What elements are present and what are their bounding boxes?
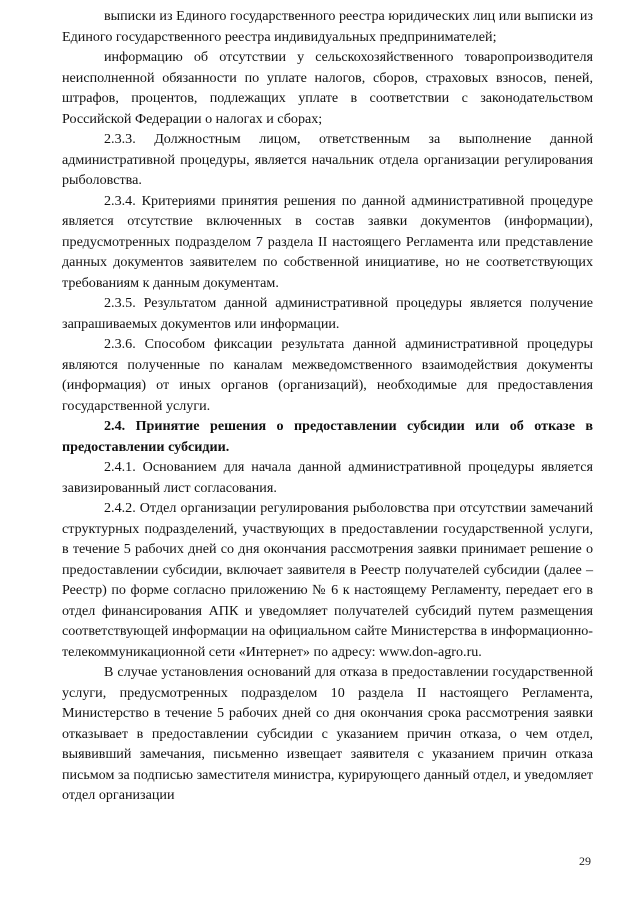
document-page xyxy=(62,6,593,806)
paragraph-2-3-4: 2.3.4. Критериями принятия решения по данной административной процедуре является отсутствие включенных в состав заявки документов (информации), предусмотренных подразделом 7 раздела II настоящего Регламента или представление данных документов заявителем по собственной инициативе, но не соответствующих требованиям к данным документам. xyxy=(62,192,593,291)
paragraph-egrul-extract: выписки из Единого государственного реестра юридических лиц или выписки из Единого государственного реестра индивидуальных предпринимателей; xyxy=(62,8,593,45)
section-heading-2-4: 2.4. Принятие решения о предоставлении субсидии или об отказе в предоставлении субсидии. xyxy=(62,418,593,455)
paragraph-2-4-2: 2.4.2. Отдел организации регулирования рыболовства при отсутствии замечаний структурных подразделений, участвующих в предоставлении государственной услуги, в течение 5 рабочих дней со дня окончания рассмотрения заявки принимает решение о предоставлении субсидии, включает заявителя в Реестр получателей субсидии (далее – Реестр) по форме согласно приложению № 6 к настоящему Регламенту, передает его в отдел финансирования АПК и уведомляет получателей субсидий путем размещения соответствующей информации на официальном сайте Министерства в информационно-телекоммуникационной сети «Интернет» по адресу: www.don-agro.ru. xyxy=(62,500,593,660)
paragraph-refusal-case: В случае установления оснований для отказа в предоставлении государственной услуги, предусмотренных подразделом 10 раздела II настоящего Регламента, Министерство в течение 5 рабочих дней со дня окончания срока рассмотрения заявки отказывает в предоставлении субсидии с указанием причин отказа, о чем отдел, выявивший замечания, письменно извещает заявителя с указанием причин отказа письмом за подписью заместителя министра, курирующего данный отдел, и уведомляет отдел организации xyxy=(62,664,593,803)
page-number: 29 xyxy=(579,854,591,868)
paragraph-2-3-3: 2.3.3. Должностным лицом, ответственным за выполнение данной административной процедуры, является начальник отдела организации регулирования рыболовства. xyxy=(62,131,593,188)
paragraph-2-3-5: 2.3.5. Результатом данной административной процедуры является получение запрашиваемых документов или информации. xyxy=(62,295,593,332)
paragraph-2-4-1: 2.4.1. Основанием для начала данной административной процедуры является завизированный лист согласования. xyxy=(62,459,593,496)
paragraph-2-3-6: 2.3.6. Способом фиксации результата данной административной процедуры являются полученные по каналам межведомственного взаимодействия документы (информация) от иных органов (организаций), необходимые для предоставления государственной услуги. xyxy=(62,336,593,414)
paragraph-tax-debt-info: информацию об отсутствии у сельскохозяйственного товаропроизводителя неисполненной обязанности по уплате налогов, сборов, страховых взносов, пеней, штрафов, процентов, подлежащих уплате в соответствии с законодательством Российской Федерации о налогах и сборах; xyxy=(62,49,593,127)
